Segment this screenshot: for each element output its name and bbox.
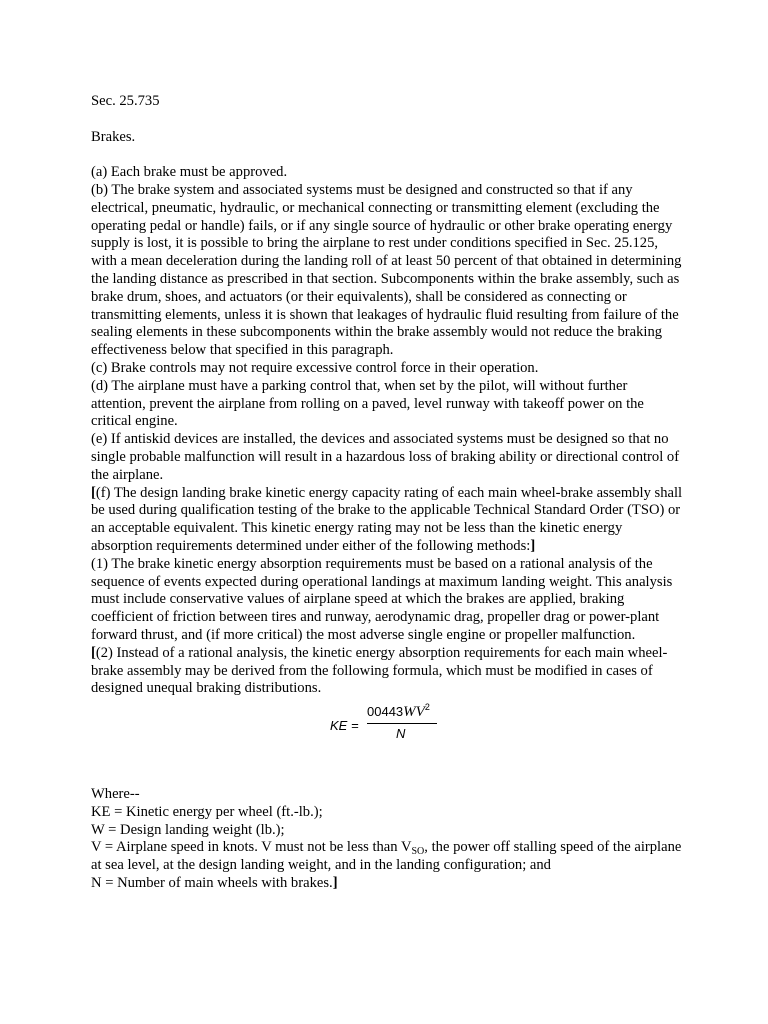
paragraph-c: (c) Brake controls may not require excessive control force in their operation. (91, 359, 539, 376)
where-v-text: V = Airplane speed in knots. V must not be less than V (91, 839, 412, 856)
paragraph-f (91, 485, 683, 556)
formula-exponent: 2 (424, 702, 430, 713)
spacer (91, 111, 683, 129)
spacer (91, 146, 683, 164)
paragraph-b: (b) The brake system and associated systems must be designed and constructed so that if any electrical, pneumatic, hydraulic, or mechanical connecting or transmitting element (excluding the operating pedal or handle) fails, or if any single source of hydraulic or other brake operating energy supply is lost, it is possible to bring the airplane to rest under conditions specified in Sec. 25.125, with a mean deceleration during the landing roll of at least 50 percent of that obtained in determining the landing distance as prescribed in that section. Subcomponents within the brake assembly, such as brake drum, shoes, and actuators (or their equivalents), shall be considered as connecting or transmitting elements, unless it is shown that leakages of hydraulic fluid resulting from failure of the sealing elements in these subcomponents within the brake assembly would not reduce the braking effectiveness below that specified in this paragraph. (91, 181, 682, 359)
kinetic-energy-formula (91, 703, 683, 747)
where-intro: Where-- (91, 786, 140, 803)
paragraph-f-text: (f) The design landing brake kinetic energy capacity rating of each main wheel-brake assembly shall be used during qualification testing of the brake to the applicable Technical Standard Order (TSO) or an acceptable equivalent. This kinetic energy rating may not be less than the kinetic energy absorption requirements determined under either of the following methods: (91, 484, 683, 554)
section-number: Sec. 25.735 (91, 93, 160, 109)
where-v-subscript: SO (411, 846, 425, 858)
formula-constant: 00443 (367, 704, 404, 720)
where-w: W = Design landing weight (lb.); (91, 821, 285, 838)
where-ke: KE = Kinetic energy per wheel (ft.-lb.); (91, 803, 323, 820)
spacer (91, 747, 683, 786)
bracket-open: [ (91, 484, 96, 501)
paragraph-f2 (91, 645, 683, 698)
fraction-bar (367, 723, 437, 724)
where-n (91, 875, 683, 893)
paragraph-a: (a) Each brake must be approved. (91, 164, 288, 181)
section-title: Brakes. (91, 128, 136, 145)
where-v (91, 839, 683, 875)
document-body (91, 93, 683, 893)
paragraph-d: (d) The airplane must have a parking control that, when set by the pilot, will without further attention, prevent the airplane from rolling on a paved, level runway with takeoff power on the critical engine. (91, 377, 644, 430)
formula-variables: WV (403, 704, 425, 721)
paragraph-e: (e) If antiskid devices are installed, the devices and associated systems must be designed so that no single probable malfunction will result in a hazardous loss of braking ability or directional control of the airplane. (91, 431, 680, 483)
paragraph-f1: (1) The brake kinetic energy absorption requirements must be based on a rational analysis of the sequence of events expected during operational landings at maximum landing weight. This analysis must include conservative values of airplane speed at which the brakes are applied, braking coefficient of friction between tires and runway, aerodynamic drag, propeller drag or power-plant forward thrust, and (if more critical) the most adverse single engine or propeller malfunction. (91, 555, 673, 643)
formula-denominator: N (396, 726, 406, 742)
where-n-text: N = Number of main wheels with brakes. (91, 875, 333, 892)
bracket-close: ] (530, 537, 536, 554)
bracket-close: ] (332, 875, 338, 892)
formula-lhs: KE = (330, 718, 359, 734)
formula-numerator (367, 703, 430, 720)
paragraph-f2-text: (2) Instead of a rational analysis, the kinetic energy absorption requirements for each main wheel-brake assembly may be derived from the following formula, which must be modified in cases of designed unequal braking distributions. (91, 644, 668, 697)
where-v-text-cont: , the power off stalling speed of the airplane at sea level, at the design landing weight, and in the landing configuration; and (91, 839, 682, 874)
bracket-open: [ (91, 644, 96, 661)
